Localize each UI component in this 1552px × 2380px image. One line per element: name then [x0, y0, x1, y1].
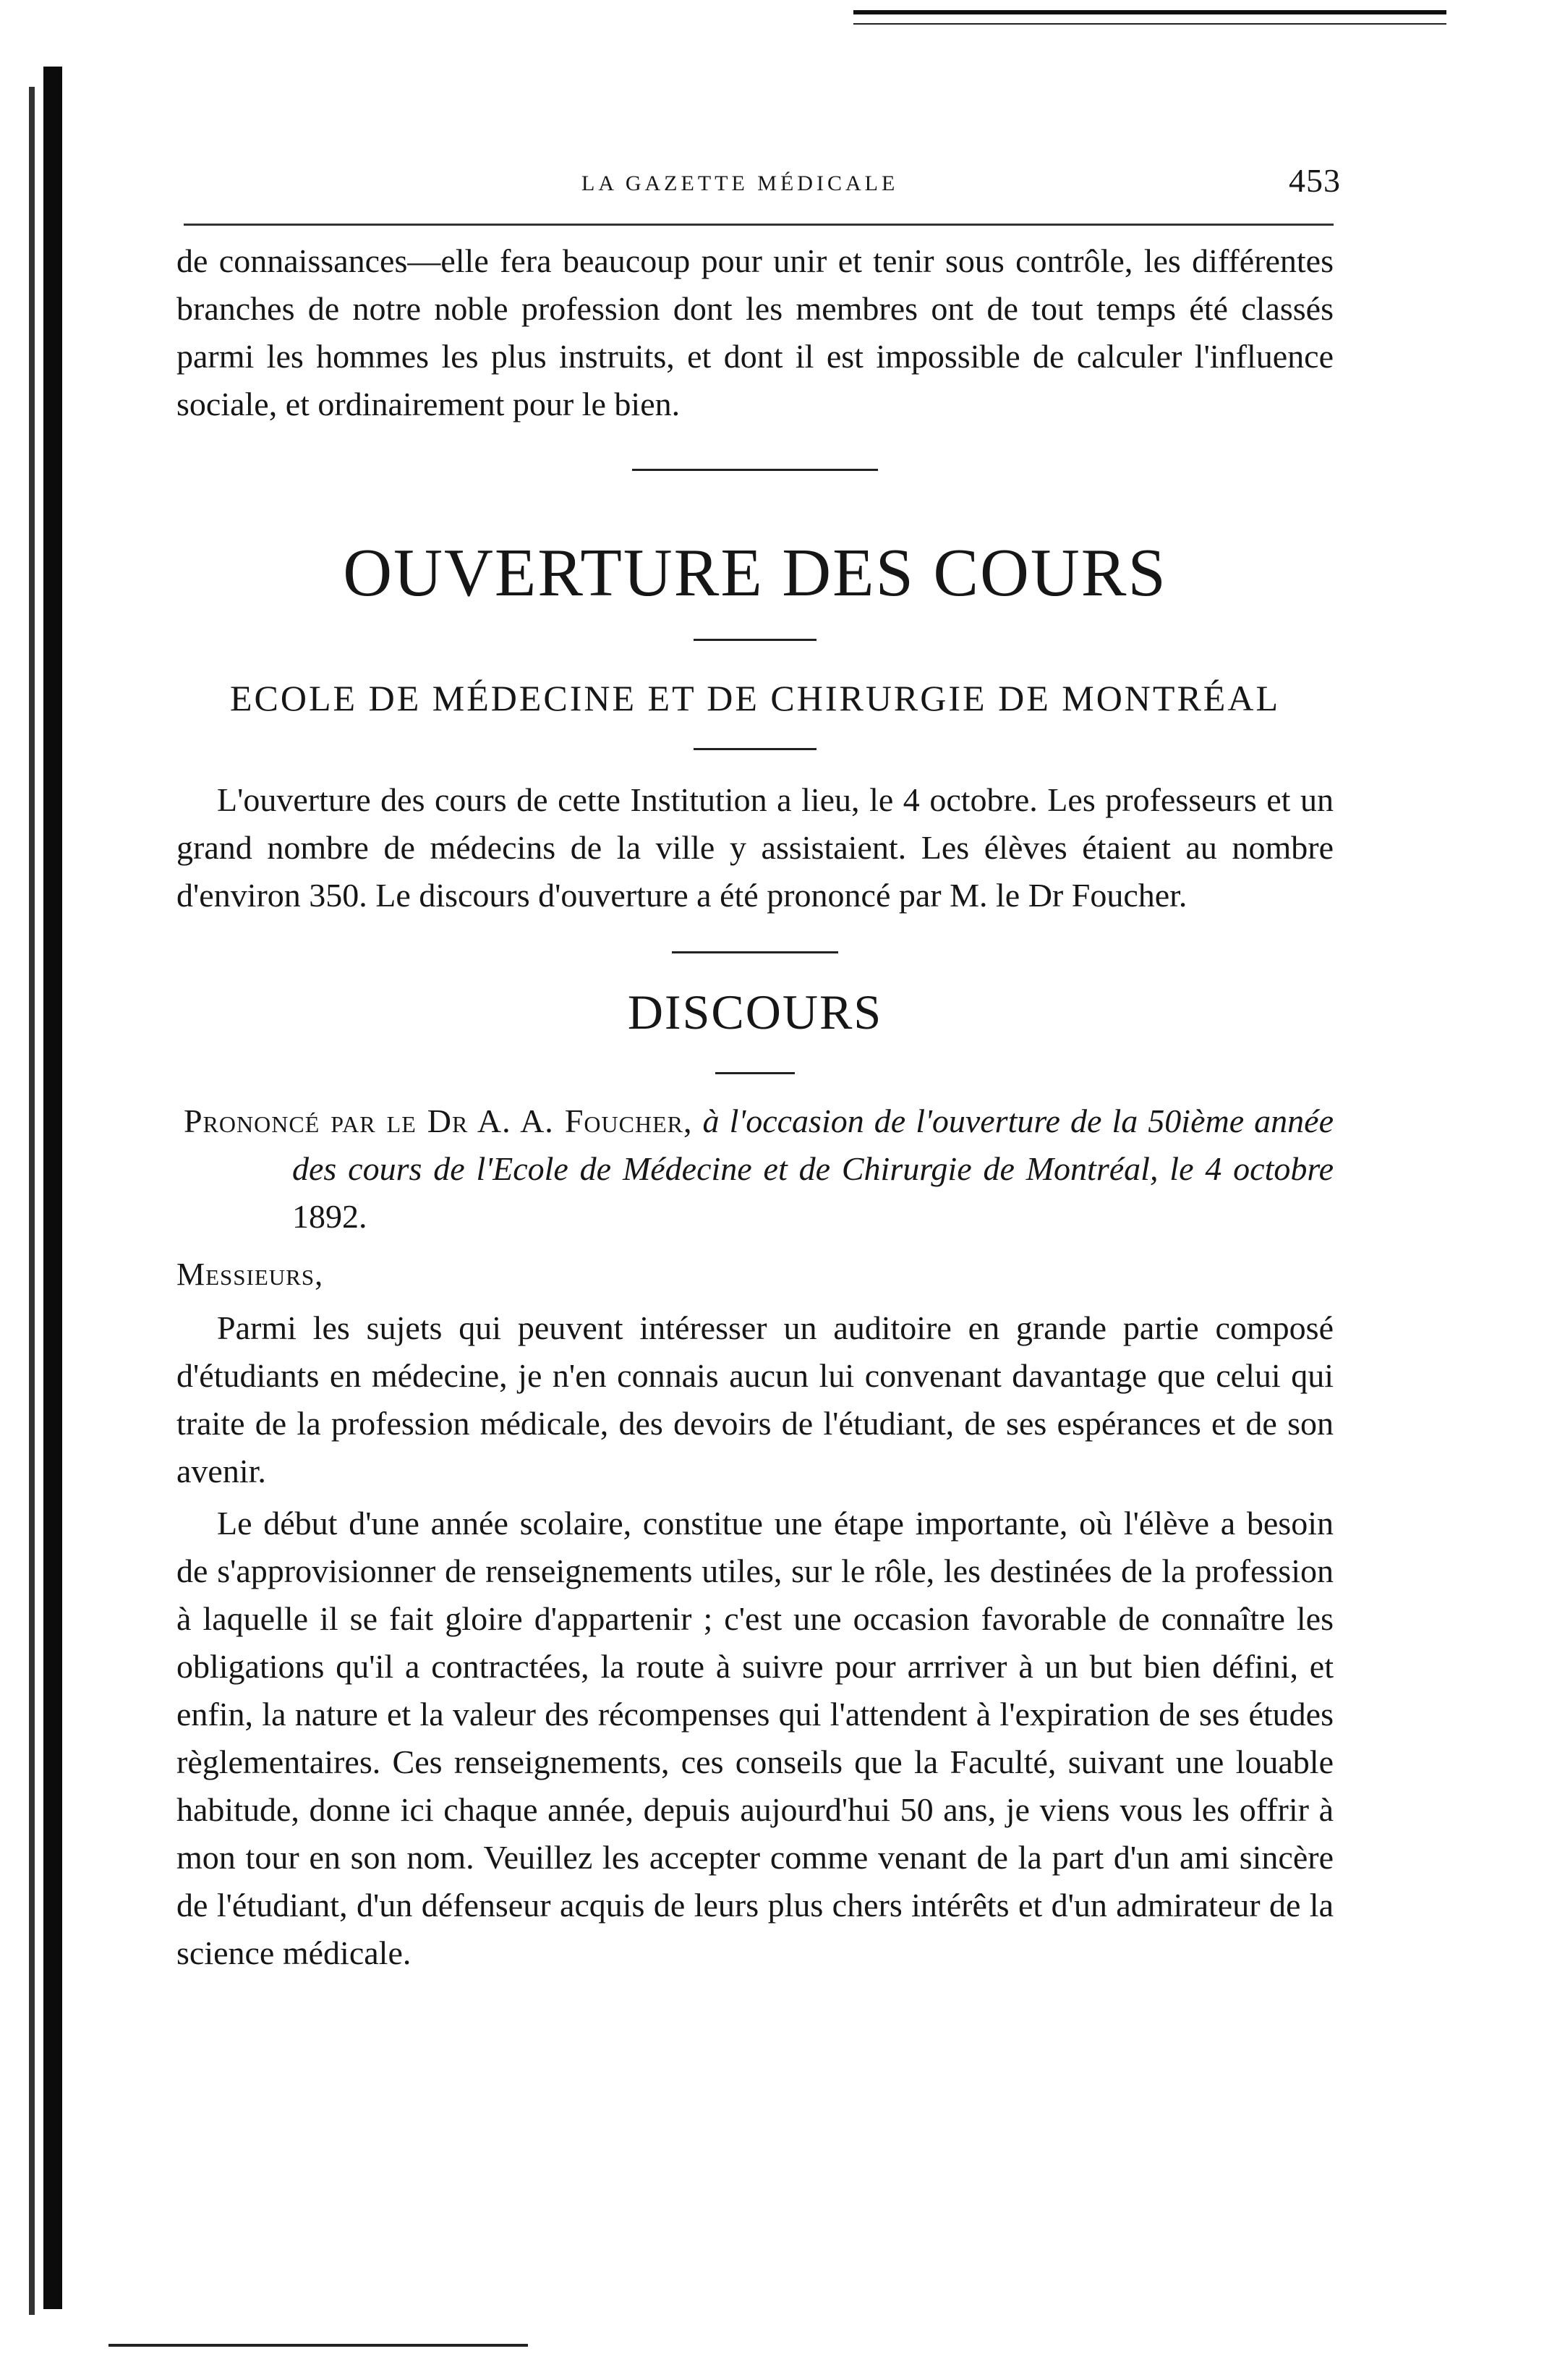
scan-bottom-edge: [108, 2344, 528, 2347]
page-number: 453: [1289, 162, 1341, 199]
subtitle-divider: [694, 748, 816, 750]
section-title-ouverture: OUVERTURE DES COURS: [343, 535, 1167, 611]
intro-paragraph: de connaissances—elle fera beaucoup pour unir et tenir sous contrôle, les différentes branches de notre noble profession dont les membres ont de tout temps été classés parmi les hommes les plus instruits, et dont il est impossible de calculer l'influence sociale, et ordinairement pour le bien.: [176, 242, 1334, 422]
header-rule: [184, 224, 1334, 226]
section-divider-2: [672, 951, 838, 953]
scan-binding-edge: [43, 67, 62, 2309]
section-subtitle-ecole: ECOLE DE MÉDECINE ET DE CHIRURGIE DE MONTRÉAL: [230, 678, 1280, 718]
scan-binding-shadow: [29, 87, 35, 2315]
discours-divider: [715, 1072, 795, 1074]
discours-paragraph-2: Le début d'une année scolaire, constitue une étape importante, où l'élève a besoin de s'approvisionner de renseignements utiles, sur le rôle, les destinées de la profession à laquelle il se fait gloire d'appartenir ; c'est une occasion favorable de connaître les obligations qu'il a contractées, la route à suivre pour arrriver à un but bien défini, et enfin, la nature et la valeur des récompenses qui l'attendent à l'expiration de ses études règlementaires. Ces renseignements, ces conseils que la Faculté, suivant une louable habitude, donne ici chaque année, depuis aujourd'hui 50 ans, je viens vous les offrir à mon tour en son nom. Veuillez les accepter comme venant de la part d'un ami sincère de l'étudiant, d'un défenseur acquis de leurs plus chers intérêts et d'un admirateur de la science médicale.: [176, 1505, 1334, 1971]
byline-occasion: à l'occasion de l'ouverture de la 50ième année des cours de l'Ecole de Médecine et de Chirurgie de Montréal, le 4 octobre: [292, 1102, 1334, 1187]
byline-year: 1892.: [292, 1198, 367, 1235]
title-divider: [694, 639, 816, 641]
discours-byline: [176, 1097, 1334, 1241]
section-divider: [632, 469, 878, 471]
running-head: [176, 156, 1341, 199]
section-title-discours: DISCOURS: [627, 985, 883, 1040]
running-title: LA GAZETTE MÉDICALE: [581, 171, 899, 195]
ouverture-paragraph: L'ouverture des cours de cette Institution a lieu, le 4 octobre. Les professeurs et un grand nombre de médecins de la ville y assistaient. Les élèves étaient au nombre d'environ 350. Le discours d'ouverture a été prononcé par M. le Dr Foucher.: [176, 781, 1334, 914]
byline-author: Prononcé par le Dr A. A. Foucher,: [184, 1102, 693, 1139]
page: [176, 156, 1341, 1977]
scan-top-rule: [853, 10, 1446, 14]
salutation: Messieurs,: [176, 1257, 324, 1292]
discours-paragraph-1: Parmi les sujets qui peuvent intéresser un auditoire en grande partie composé d'étudiants en médecine, je n'en connais aucun lui convenant davantage que celui qui traite de la profession médicale, des devoirs de l'étudiant, de ses espérances et de son avenir.: [176, 1309, 1334, 1489]
scan-top-rule-thin: [853, 23, 1446, 25]
